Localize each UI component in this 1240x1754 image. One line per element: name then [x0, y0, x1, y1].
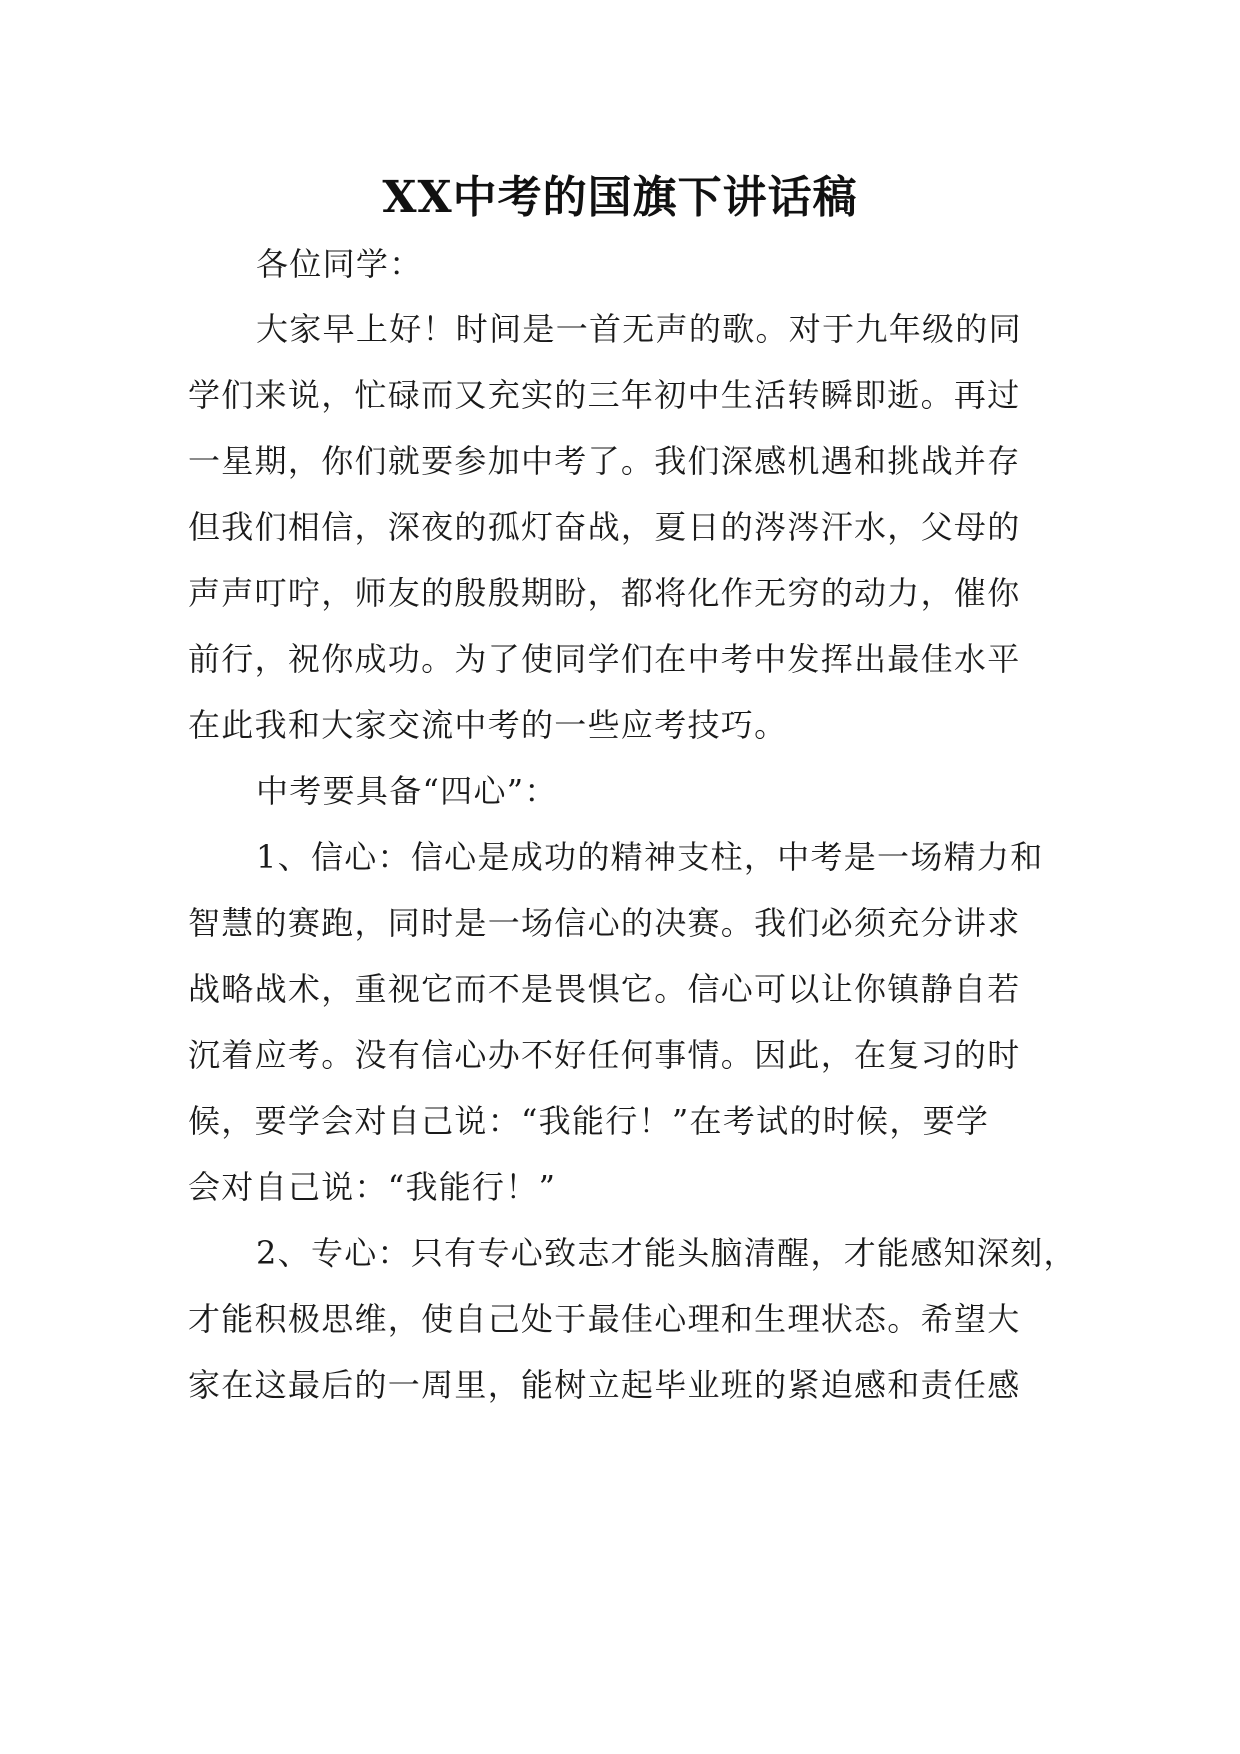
paragraph-line: 智慧的赛跑，同时是一场信心的决赛。我们必须充分讲求: [188, 904, 1021, 942]
paragraph-line: 前行，祝你成功。为了使同学们在中考中发挥出最佳水平: [188, 640, 1021, 678]
paragraph-line: 在此我和大家交流中考的一些应考技巧。: [188, 706, 788, 744]
document-title: XX中考的国旗下讲话稿: [382, 172, 858, 223]
paragraph-line: 声声叮咛，师友的殷殷期盼，都将化作无穷的动力，催你: [188, 574, 1021, 612]
paragraph-line: 战略战术，重视它而不是畏惧它。信心可以让你镇静自若: [188, 970, 1021, 1008]
paragraph-line: 家在这最后的一周里，能树立起毕业班的紧迫感和责任感: [188, 1366, 1021, 1404]
salutation-line: 各位同学：: [256, 245, 423, 283]
section-heading-line: 中考要具备“四心”：: [256, 772, 558, 810]
paragraph-line: 会对自己说：“我能行！”: [188, 1168, 557, 1206]
paragraph-line: 学们来说，忙碌而又充实的三年初中生活转瞬即逝。再过: [188, 376, 1021, 414]
paragraph-line: 一星期，你们就要参加中考了。我们深感机遇和挑战并存: [188, 442, 1021, 480]
paragraph-line: 大家早上好！时间是一首无声的歌。对于九年级的同: [256, 310, 1022, 348]
paragraph-line: 2、专心：只有专心致志才能头脑清醒，才能感知深刻，: [256, 1234, 1077, 1272]
paragraph-line: 1、信心：信心是成功的精神支柱，中考是一场精力和: [256, 838, 1044, 876]
paragraph-line: 候，要学会对自己说：“我能行！”在考试的时候，要学: [188, 1102, 990, 1140]
paragraph-line: 但我们相信，深夜的孤灯奋战，夏日的涔涔汗水，父母的: [188, 508, 1021, 546]
paragraph-line: 才能积极思维，使自己处于最佳心理和生理状态。希望大: [188, 1300, 1021, 1338]
paragraph-line: 沉着应考。没有信心办不好任何事情。因此，在复习的时: [188, 1036, 1021, 1074]
